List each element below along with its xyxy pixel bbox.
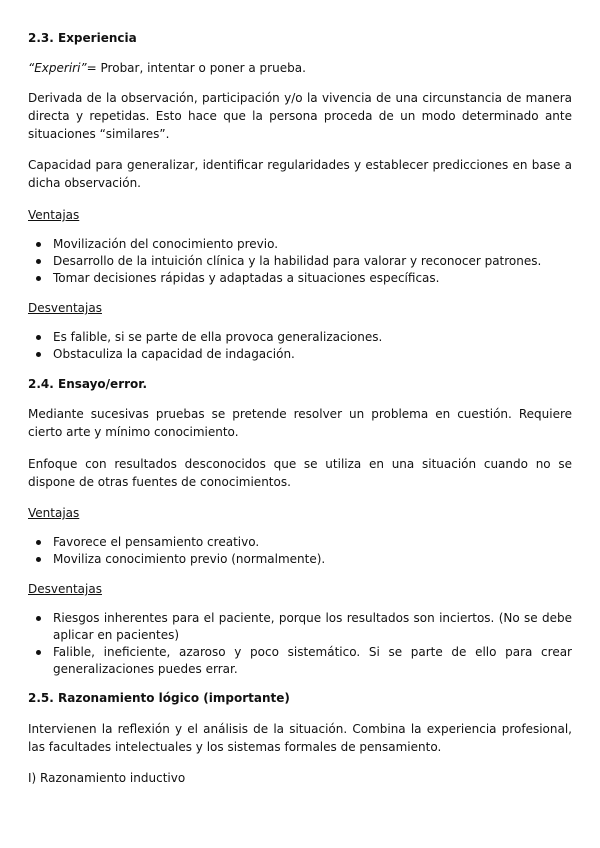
definition-term: “Experiri” [28, 61, 87, 75]
bullet-icon [36, 276, 41, 281]
definition-line [28, 59, 572, 77]
ventajas-list-ensayo [28, 534, 572, 568]
list-item: Desarrollo de la intuición clínica y la habilidad para valorar y reconocer patrones. [28, 253, 572, 270]
bullet-icon [36, 242, 41, 247]
list-item: Es falible, si se parte de ella provoca generalizaciones. [28, 329, 572, 346]
paragraph-experiencia-1: Derivada de la observación, participación y/o la vivencia de una circunstancia de manera directa y repetidas. Esto hace que la persona proceda de un modo determinado ante situaciones “similares”. [28, 91, 572, 141]
bullet-icon [36, 352, 41, 357]
list-item: Obstaculiza la capacidad de indagación. [28, 346, 572, 363]
bullet-icon [36, 557, 41, 562]
list-item: Favorece el pensamiento creativo. [28, 534, 572, 551]
paragraph-ensayo-2: Enfoque con resultados desconocidos que se utiliza en una situación cuando no se dispone de otras fuentes de conocimientos. [28, 457, 572, 489]
section-heading-2-4: 2.4. Ensayo/error. [28, 377, 148, 391]
bullet-icon [36, 650, 41, 655]
paragraph-razonamiento: Intervienen la reflexión y el análisis de la situación. Combina la experiencia profesional, las facultades intelectuales y los sistemas formales de pensamiento. [28, 722, 572, 754]
bullet-icon [36, 259, 41, 264]
definition-text: = Probar, intentar o poner a prueba. [86, 61, 306, 75]
list-item: Falible, ineficiente, azaroso y poco sistemático. Si se parte de ello para crear generalizaciones puedes errar. [28, 644, 572, 678]
desventajas-list-experiencia [28, 329, 572, 363]
list-item: Riesgos inherentes para el paciente, porque los resultados son inciertos. (No se debe aplicar en pacientes) [28, 610, 572, 644]
ventajas-list-experiencia [28, 236, 572, 287]
desventajas-label-ensayo: Desventajas [28, 582, 102, 596]
paragraph-experiencia-2: Capacidad para generalizar, identificar regularidades y establecer predicciones en base a dicha observación. [28, 158, 572, 190]
bullet-icon [36, 335, 41, 340]
paragraph-ensayo-1: Mediante sucesivas pruebas se pretende resolver un problema en cuestión. Requiere cierto arte y mínimo conocimiento. [28, 407, 572, 439]
list-item: Moviliza conocimiento previo (normalmente). [28, 551, 572, 568]
bullet-icon [36, 540, 41, 545]
list-item: Tomar decisiones rápidas y adaptadas a situaciones específicas. [28, 270, 572, 287]
section-heading-2-3: 2.3. Experiencia [28, 31, 137, 45]
bullet-icon [36, 616, 41, 621]
ventajas-label-ensayo: Ventajas [28, 506, 80, 520]
section-heading-2-5: 2.5. Razonamiento lógico (importante) [28, 691, 290, 705]
list-item: Movilización del conocimiento previo. [28, 236, 572, 253]
desventajas-label-experiencia: Desventajas [28, 301, 102, 315]
desventajas-list-ensayo [28, 610, 572, 678]
ventajas-label-experiencia: Ventajas [28, 208, 80, 222]
subsection-label: I) Razonamiento inductivo [28, 771, 186, 785]
